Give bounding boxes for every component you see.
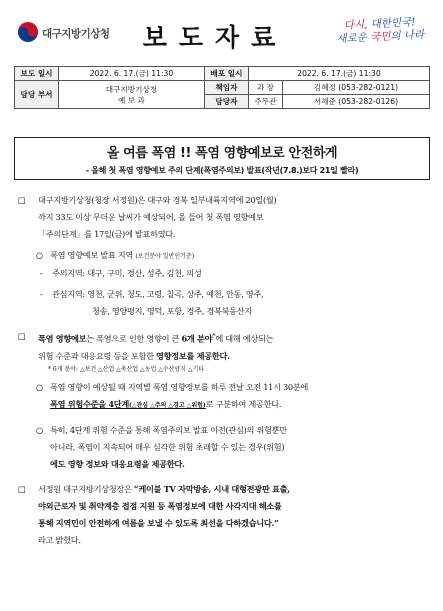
staff-contact: 서해준 (053-282-0126)	[282, 95, 429, 109]
staff-label: 담당자	[204, 95, 248, 109]
paragraph-3: □ 서정원 대구지방기상청장은 “케이블 TV 자막방송, 시내 대형전광판 표출, 야외근로자 및 취약계층 접점 지원 등 폭염정보에 대한 사각지대 해소를 통해 지역민이 안전하게 여름을 보낼 수 있도록 최선을 다하겠습니다.” 라고 밝혔다.	[14, 481, 432, 549]
distribution-date: 2022. 6. 17.(금) 11:30	[248, 67, 429, 81]
paragraph-1: □ 대구지방기상청(청장 서정원)은 대구와 경북 일부내륙지역에 20일(월) 까지 33도 이상 무더운 날씨가 예상되어, 올 들어 첫 폭염 영향예보 「주의단계」를 17일(금)에 발표하였다.	[14, 192, 432, 243]
square-bullet-icon: □	[18, 331, 26, 341]
government-emblem-icon	[18, 22, 38, 42]
responsible-title: 과 장	[248, 81, 282, 95]
responsible-contact: 김혜정 (053-282-0121)	[282, 81, 429, 95]
sector-footnote: * 6개 분야: △보건 △산업 △축산업 △농업 △수산양식 △기타	[48, 365, 205, 373]
forecast-timing-item: ○ 폭염 영향이 예상될 때 지역별 폭염 영향정보를 하루 전날 오전 11시 30분에 폭염 위험수준을 4단계(△관심 △주의 △경고 △위험)로 구분하여 제공한다.	[14, 379, 432, 414]
distribution-date-label: 배포 일시	[204, 67, 248, 81]
article-body	[14, 192, 432, 549]
circle-bullet-icon: ○	[36, 381, 43, 392]
government-slogan: 다시, 대한민국! 새로운 국민의 나라	[336, 16, 425, 46]
circle-bullet-icon: ○	[36, 250, 43, 260]
square-bullet-icon: □	[18, 195, 26, 205]
department-label: 담당 부서	[15, 81, 59, 109]
dash-bullet-icon: -	[40, 289, 43, 299]
square-bullet-icon: □	[18, 483, 26, 494]
department: 대구지방기상청 예 보 과	[59, 81, 205, 109]
press-header	[0, 0, 443, 62]
report-date: 2022. 6. 17.(금) 11:30	[59, 67, 205, 81]
warning-area-list: - 주의지역: 대구, 구미, 경산, 성주, 김천, 의성	[14, 265, 432, 282]
staff-title: 주무관	[248, 95, 282, 109]
risk-level-item: ○ 특히, 4단계 위험 수준을 통해 폭염주의보 발표 이전(관심)의 위험뿐만 아니라, 폭염이 지속되어 매우 심각한 위험 초래할 수 있는 경우(위험) 에도 영향 정보와 대응요령을 제공한다.	[14, 422, 432, 473]
responsible-label: 책임자	[204, 81, 248, 95]
report-date-label: 보도 일시	[15, 67, 59, 81]
paragraph-2: □ 폭염 영향예보는 폭염으로 인한 영향이 큰 6개 분야*에 대해 예상되는 위험 수준과 대응요령 등을 포함한 영향정보를 제공한다.	[14, 328, 432, 365]
dash-bullet-icon: -	[40, 268, 43, 278]
agency-name: 대구지방기상청	[42, 28, 110, 40]
headline: 올 여름 폭염 !! 폭염 영향예보로 안전하게	[106, 146, 338, 161]
headline-box	[14, 137, 430, 180]
release-info-table	[14, 66, 430, 109]
press-release-title: 보도자료	[142, 23, 288, 52]
attention-area-list: - 관심지역: 영천, 군위, 청도, 고령, 칠곡, 상주, 예천, 안동, 영주, 청송, 영양평지, 영덕, 포항, 경주, 경북북동산지	[14, 286, 432, 320]
sub-headline: - 올해 첫 폭염 영향예보 주의 단계(폭염주의보) 발표(작년(7.8.)보다 21일 빨라)	[85, 166, 359, 175]
warning-area-heading: ○ 폭염 영향예보 발표 지역 (보건분야 일반인기준)	[14, 247, 432, 265]
circle-bullet-icon: ○	[36, 424, 43, 435]
